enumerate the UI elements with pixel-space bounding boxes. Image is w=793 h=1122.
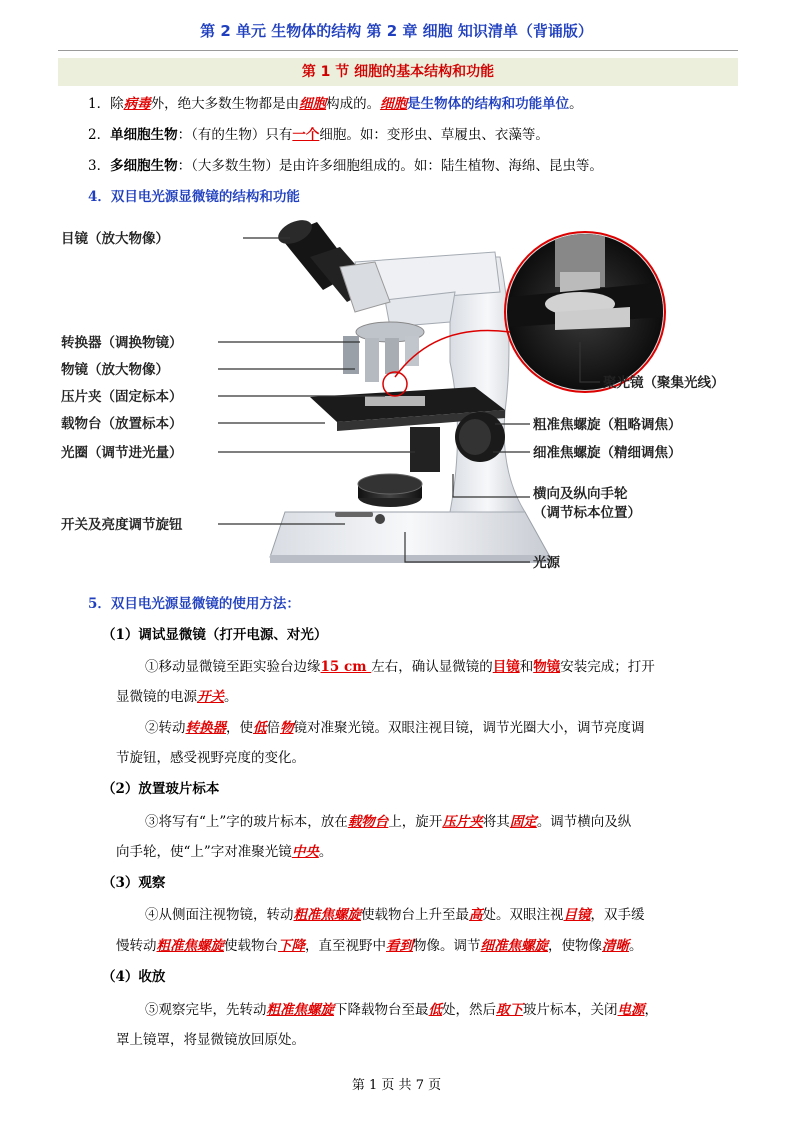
item-3: 3．多细胞生物：（大多数生物）是由许多细胞组成的。如：陆生植物、海绵、昆虫等。	[88, 158, 603, 174]
label-wheel: 横向及纵向手轮	[533, 486, 628, 502]
label-diaphragm: 光圈（调节进光量）	[61, 445, 183, 461]
item-2: 2．单细胞生物：（有的生物）只有一个细胞。如：变形虫、草履虫、衣藻等。	[88, 127, 549, 143]
usage-step-1-p2: ②转动转换器，使低倍物镜对准聚光镜。双眼注视目镜，调节光圈大小，调节亮度调	[145, 720, 645, 736]
microscope-figure	[55, 212, 755, 597]
usage-step-2-p1: ③将写有“上”字的玻片标本，放在载物台上，旋开压片夹将其固定。调节横向及纵	[145, 814, 632, 830]
label-light: 光源	[533, 555, 560, 571]
usage-step-4-p1-cont: 罩上镜罩，将显微镜放回原处。	[116, 1032, 305, 1048]
item-4-heading: 4．双目电光源显微镜的结构和功能	[88, 189, 300, 205]
usage-step-1-title: （1）调试显微镜（打开电源、对光）	[102, 627, 328, 643]
label-eyepiece: 目镜（放大物像）	[61, 231, 169, 247]
label-fine: 细准焦螺旋（精细调焦）	[533, 445, 682, 461]
label-coarse: 粗准焦螺旋（粗略调焦）	[533, 417, 682, 433]
usage-step-2-p1-cont: 向手轮，使“上”字对准聚光镜中央。	[116, 844, 333, 860]
usage-step-3-title: （3）观察	[102, 875, 166, 891]
title-divider	[58, 50, 738, 51]
item-1: 1．除病毒外，绝大多数生物都是由细胞构成的。细胞是生物体的结构和功能单位。	[88, 96, 583, 112]
section-title: 第 1 节 细胞的基本结构和功能	[58, 58, 738, 86]
page-number: 第 1 页 共 7 页	[351, 1078, 442, 1093]
usage-step-1-p1: ①移动显微镜至距实验台边缘15 cm 左右，确认显微镜的目镜和物镜安装完成；打开	[145, 659, 655, 675]
label-clip: 压片夹（固定标本）	[61, 389, 183, 405]
objectives	[343, 322, 424, 382]
usage-step-3-p1-cont: 慢转动粗准焦螺旋使载物台下降，直至视野中看到物像。调节细准焦螺旋，使物像清晰。	[116, 938, 643, 954]
usage-heading: 5．双目电光源显微镜的使用方法：	[88, 596, 300, 612]
page-title: 第 2 单元 生物体的结构 第 2 章 细胞 知识清单（背诵版）	[200, 22, 593, 40]
label-condenser: 聚光镜（聚集光线）	[603, 375, 725, 391]
eyepiece-tubes	[274, 215, 390, 312]
label-stage: 载物台（放置标本）	[61, 416, 183, 432]
usage-step-3-p1: ④从侧面注视物镜，转动粗准焦螺旋使载物台上升至最高处。双眼注视目镜，双手缓	[145, 907, 645, 923]
usage-step-1-p2-cont: 节旋钮，感受视野亮度的变化。	[116, 750, 305, 766]
usage-step-1-p1-cont: 显微镜的电源开关。	[116, 689, 238, 705]
label-objective: 物镜（放大物像）	[61, 362, 169, 378]
usage-step-4-title: （4）收放	[102, 969, 166, 985]
label-converter: 转换器（调换物镜）	[61, 335, 183, 351]
label-wheel-sub: （调节标本位置）	[533, 505, 641, 521]
label-switch: 开关及亮度调节旋钮	[61, 517, 183, 533]
usage-step-2-title: （2）放置玻片标本	[102, 781, 220, 797]
focus-knobs	[455, 412, 505, 462]
usage-step-4-p1: ⑤观察完毕，先转动粗准焦螺旋下降载物台至最低处，然后取下玻片标本，关闭电源，	[145, 1002, 658, 1018]
